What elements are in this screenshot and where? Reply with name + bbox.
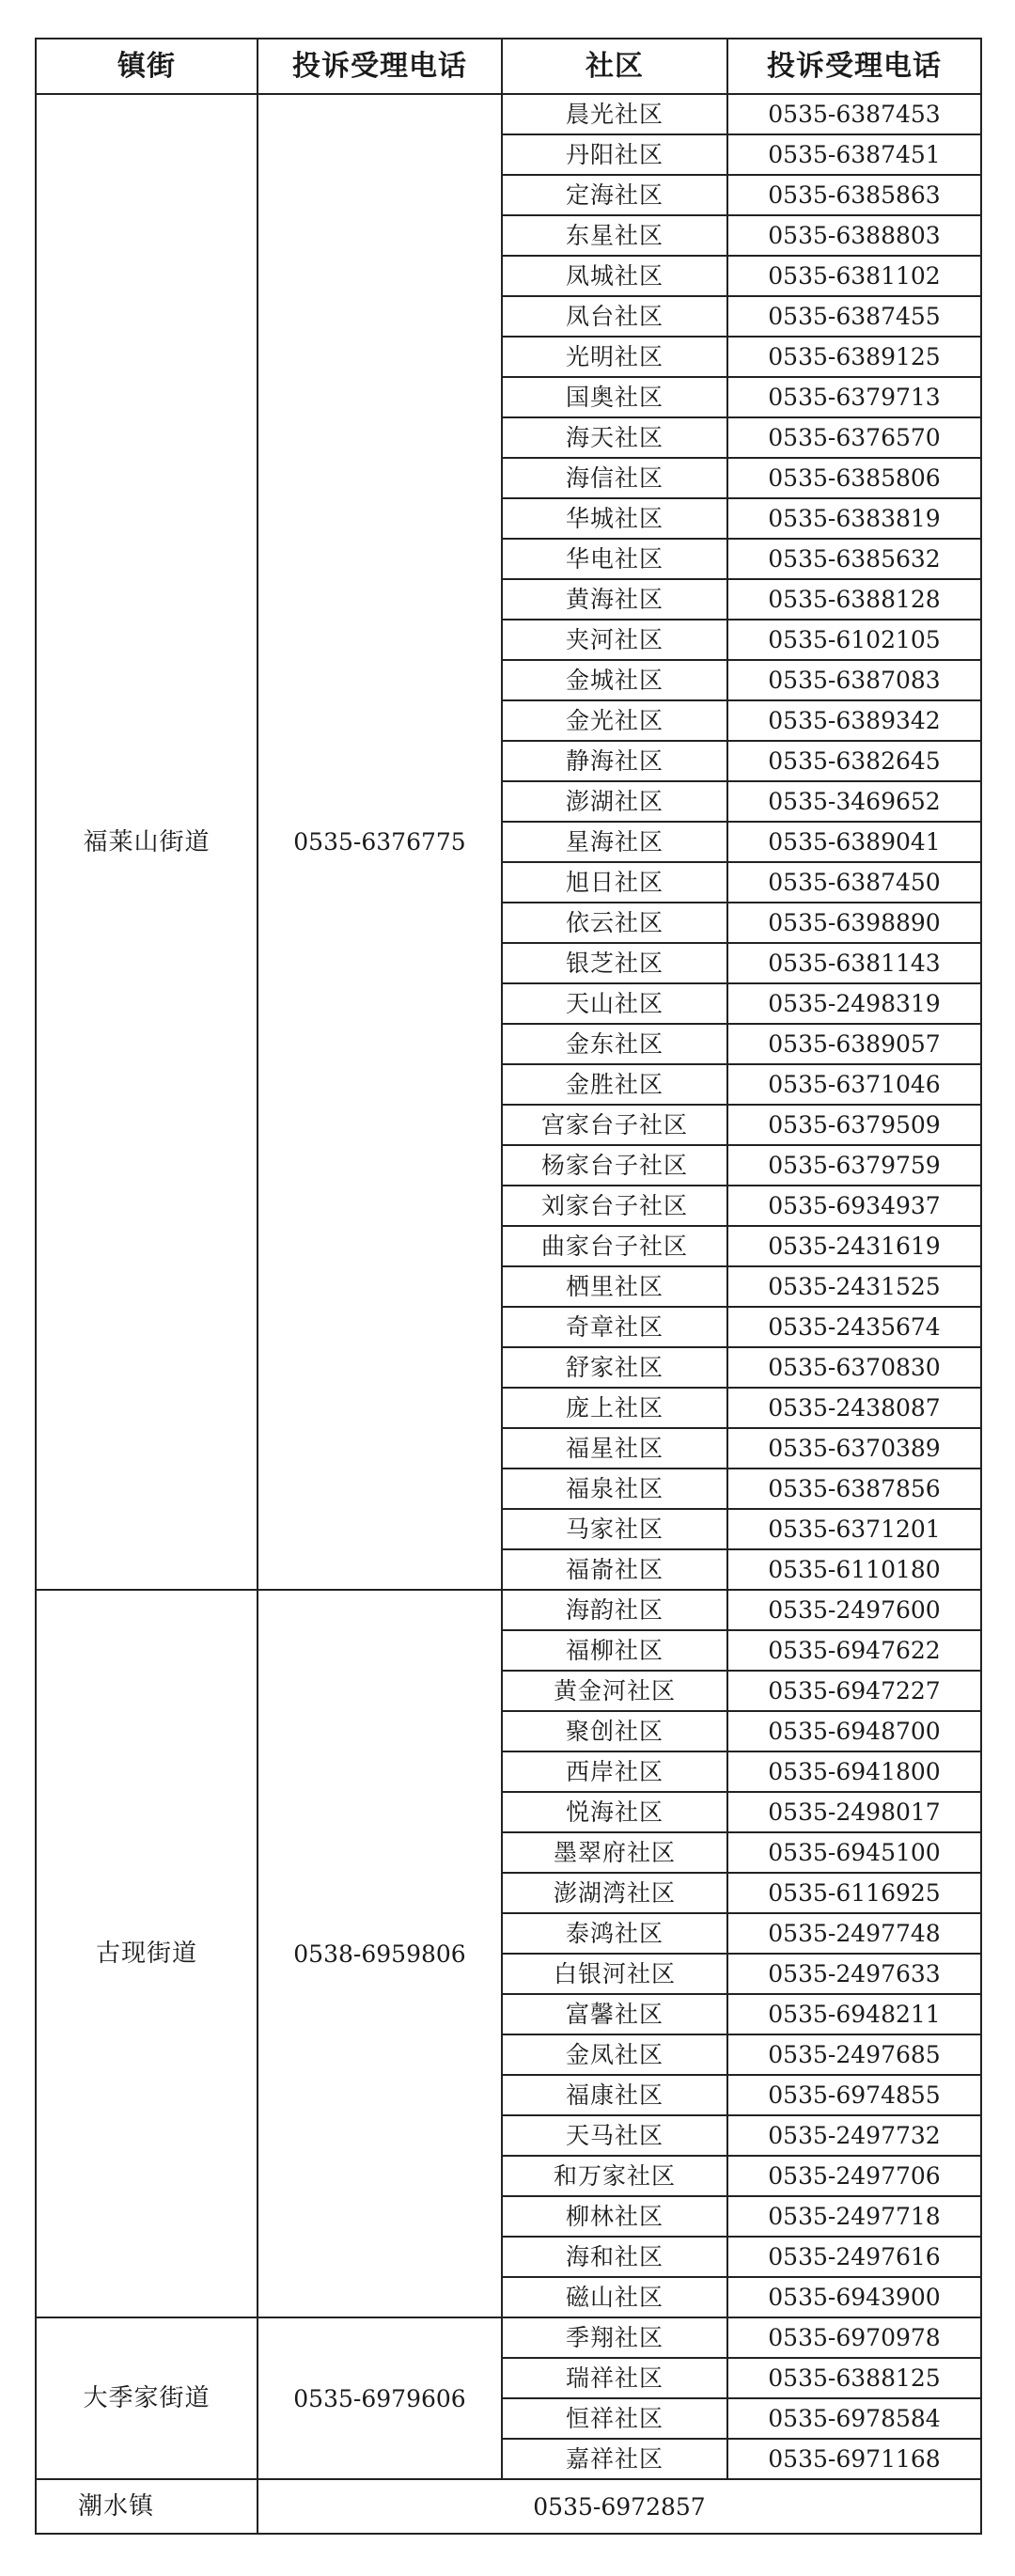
community-phone: 0535-2497718	[727, 2196, 981, 2237]
community-phone: 0535-2497732	[727, 2115, 981, 2156]
community-phone: 0535-2435674	[727, 1307, 981, 1347]
community-name: 金胜社区	[502, 1064, 727, 1105]
community-name: 海和社区	[502, 2237, 727, 2277]
complaint-phone-table-page	[35, 38, 980, 2535]
community-name: 定海社区	[502, 175, 727, 215]
table-row	[36, 94, 981, 134]
community-name: 刘家台子社区	[502, 1186, 727, 1226]
town-name: 潮水镇	[36, 2479, 258, 2534]
community-name: 墨翠府社区	[502, 1832, 727, 1873]
street-phone: 0535-6979606	[258, 2317, 502, 2479]
community-phone: 0535-6371201	[727, 1509, 981, 1549]
community-phone: 0535-6387453	[727, 94, 981, 134]
street-phone: 0538-6959806	[258, 1590, 502, 2317]
community-name: 福康社区	[502, 2075, 727, 2115]
community-name: 舒家社区	[502, 1347, 727, 1388]
community-phone: 0535-2497706	[727, 2156, 981, 2196]
community-phone: 0535-6388803	[727, 215, 981, 256]
community-name: 泰鸿社区	[502, 1913, 727, 1954]
community-phone: 0535-6110180	[727, 1549, 981, 1590]
community-phone: 0535-6381143	[727, 943, 981, 983]
community-phone: 0535-2498017	[727, 1792, 981, 1832]
community-name: 金凤社区	[502, 2034, 727, 2075]
community-phone: 0535-6387455	[727, 296, 981, 337]
community-phone: 0535-6971168	[727, 2439, 981, 2479]
table-row	[36, 2317, 981, 2358]
community-name: 澎湖社区	[502, 781, 727, 822]
community-phone: 0535-6970978	[727, 2317, 981, 2358]
community-name: 丹阳社区	[502, 134, 727, 175]
community-phone: 0535-6370830	[727, 1347, 981, 1388]
community-name: 白银河社区	[502, 1954, 727, 1994]
community-phone: 0535-6389041	[727, 822, 981, 862]
community-name: 富馨社区	[502, 1994, 727, 2034]
community-name: 磁山社区	[502, 2277, 727, 2317]
community-name: 东星社区	[502, 215, 727, 256]
header-street-phone: 投诉受理电话	[258, 39, 502, 94]
community-name: 杨家台子社区	[502, 1145, 727, 1186]
community-name: 宫家台子社区	[502, 1105, 727, 1145]
community-name: 福嵛社区	[502, 1549, 727, 1590]
community-phone: 0535-6102105	[727, 620, 981, 660]
community-name: 澎湖湾社区	[502, 1873, 727, 1913]
community-name: 悦海社区	[502, 1792, 727, 1832]
community-phone: 0535-6387083	[727, 660, 981, 700]
community-name: 夹河社区	[502, 620, 727, 660]
community-name: 金光社区	[502, 700, 727, 741]
community-name: 嘉祥社区	[502, 2439, 727, 2479]
community-name: 金东社区	[502, 1024, 727, 1064]
community-name: 华电社区	[502, 539, 727, 579]
town-phone: 0535-6972857	[258, 2479, 981, 2534]
community-name: 金城社区	[502, 660, 727, 700]
community-phone: 0535-6385632	[727, 539, 981, 579]
street-name: 大季家街道	[36, 2317, 258, 2479]
table-body	[36, 94, 981, 2534]
community-phone: 0535-6379713	[727, 377, 981, 417]
community-phone: 0535-6385863	[727, 175, 981, 215]
community-name: 栖里社区	[502, 1266, 727, 1307]
community-name: 天马社区	[502, 2115, 727, 2156]
street-name: 福莱山街道	[36, 94, 258, 1590]
community-phone: 0535-6398890	[727, 903, 981, 943]
community-name: 依云社区	[502, 903, 727, 943]
complaint-phone-table	[35, 38, 982, 2535]
community-phone: 0535-6974855	[727, 2075, 981, 2115]
community-name: 黄海社区	[502, 579, 727, 620]
community-name: 瑞祥社区	[502, 2358, 727, 2398]
community-phone: 0535-2497600	[727, 1590, 981, 1630]
community-phone: 0535-6388128	[727, 579, 981, 620]
community-name: 静海社区	[502, 741, 727, 781]
community-phone: 0535-6389342	[727, 700, 981, 741]
community-phone: 0535-6387856	[727, 1469, 981, 1509]
community-phone: 0535-6945100	[727, 1832, 981, 1873]
community-phone: 0535-6387450	[727, 862, 981, 903]
header-community: 社区	[502, 39, 727, 94]
community-phone: 0535-6948700	[727, 1711, 981, 1751]
community-name: 庞上社区	[502, 1388, 727, 1428]
community-name: 福星社区	[502, 1428, 727, 1469]
community-name: 银芝社区	[502, 943, 727, 983]
community-phone: 0535-6934937	[727, 1186, 981, 1226]
community-phone: 0535-6379509	[727, 1105, 981, 1145]
community-phone: 0535-6116925	[727, 1873, 981, 1913]
community-phone: 0535-2431619	[727, 1226, 981, 1266]
table-header-row	[36, 39, 981, 94]
community-phone: 0535-6387451	[727, 134, 981, 175]
community-name: 天山社区	[502, 983, 727, 1024]
community-phone: 0535-6379759	[727, 1145, 981, 1186]
community-phone: 0535-6943900	[727, 2277, 981, 2317]
community-phone: 0535-3469652	[727, 781, 981, 822]
community-phone: 0535-6382645	[727, 741, 981, 781]
community-phone: 0535-6948211	[727, 1994, 981, 2034]
community-name: 凤台社区	[502, 296, 727, 337]
community-name: 黄金河社区	[502, 1671, 727, 1711]
community-phone: 0535-6376570	[727, 417, 981, 458]
table-row	[36, 1590, 981, 1630]
community-name: 西岸社区	[502, 1751, 727, 1792]
community-phone: 0535-6370389	[727, 1428, 981, 1469]
community-phone: 0535-6978584	[727, 2398, 981, 2439]
community-phone: 0535-2438087	[727, 1388, 981, 1428]
community-name: 国奥社区	[502, 377, 727, 417]
street-phone: 0535-6376775	[258, 94, 502, 1590]
community-name: 聚创社区	[502, 1711, 727, 1751]
community-phone: 0535-6385806	[727, 458, 981, 498]
community-name: 凤城社区	[502, 256, 727, 296]
community-phone: 0535-6383819	[727, 498, 981, 539]
community-phone: 0535-2497633	[727, 1954, 981, 1994]
community-name: 海信社区	[502, 458, 727, 498]
community-phone: 0535-2497685	[727, 2034, 981, 2075]
header-community-phone: 投诉受理电话	[727, 39, 981, 94]
community-name: 晨光社区	[502, 94, 727, 134]
community-phone: 0535-6371046	[727, 1064, 981, 1105]
community-name: 曲家台子社区	[502, 1226, 727, 1266]
community-name: 季翔社区	[502, 2317, 727, 2358]
community-phone: 0535-6381102	[727, 256, 981, 296]
community-name: 海天社区	[502, 417, 727, 458]
community-name: 和万家社区	[502, 2156, 727, 2196]
community-name: 柳林社区	[502, 2196, 727, 2237]
community-phone: 0535-6389057	[727, 1024, 981, 1064]
community-name: 马家社区	[502, 1509, 727, 1549]
community-name: 华城社区	[502, 498, 727, 539]
community-name: 星海社区	[502, 822, 727, 862]
community-phone: 0535-6388125	[727, 2358, 981, 2398]
community-name: 福泉社区	[502, 1469, 727, 1509]
community-name: 海韵社区	[502, 1590, 727, 1630]
community-phone: 0535-6947227	[727, 1671, 981, 1711]
street-name: 古现街道	[36, 1590, 258, 2317]
header-street: 镇街	[36, 39, 258, 94]
table-row-town	[36, 2479, 981, 2534]
community-phone: 0535-2431525	[727, 1266, 981, 1307]
community-phone: 0535-2498319	[727, 983, 981, 1024]
community-name: 光明社区	[502, 337, 727, 377]
community-phone: 0535-6389125	[727, 337, 981, 377]
community-phone: 0535-6941800	[727, 1751, 981, 1792]
community-phone: 0535-2497616	[727, 2237, 981, 2277]
community-name: 奇章社区	[502, 1307, 727, 1347]
community-name: 恒祥社区	[502, 2398, 727, 2439]
community-name: 旭日社区	[502, 862, 727, 903]
community-phone: 0535-6947622	[727, 1630, 981, 1671]
community-name: 福柳社区	[502, 1630, 727, 1671]
community-phone: 0535-2497748	[727, 1913, 981, 1954]
